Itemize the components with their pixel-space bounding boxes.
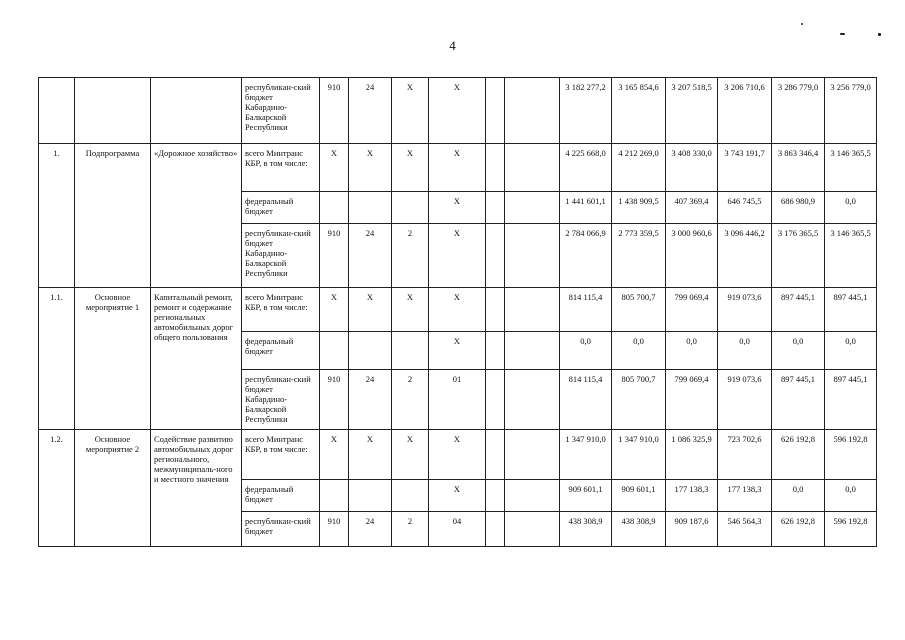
vr-code-cell	[486, 480, 505, 512]
year-value-cell: 3 743 191,7	[718, 144, 772, 192]
item-name-cell: Содействие развитию автомобильных дорог регионального, межмуниципаль-ного и местного значения	[151, 430, 242, 547]
rz-code-cell: 24	[349, 78, 392, 144]
grbs-code-cell: Х	[320, 288, 349, 332]
year-value-cell: 3 096 446,2	[718, 224, 772, 288]
csr-code-cell: Х	[429, 332, 486, 370]
year-value-cell: 0,0	[772, 480, 825, 512]
grbs-code-cell: Х	[320, 144, 349, 192]
year-value-cell: 3 863 346,4	[772, 144, 825, 192]
spacer-cell	[505, 224, 560, 288]
grbs-code-cell	[320, 192, 349, 224]
vr-code-cell	[486, 192, 505, 224]
year-value-cell: 919 073,6	[718, 288, 772, 332]
scan-speck	[878, 33, 881, 36]
year-value-cell: 407 369,4	[666, 192, 718, 224]
rz-code-cell: 24	[349, 370, 392, 430]
page-number: 4	[449, 38, 456, 53]
grbs-code-cell	[320, 332, 349, 370]
year-value-cell: 0,0	[718, 332, 772, 370]
scan-speck	[840, 33, 845, 35]
csr-code-cell: Х	[429, 224, 486, 288]
grbs-code-cell	[320, 480, 349, 512]
rz-code-cell	[349, 480, 392, 512]
year-value-cell: 3 256 779,0	[825, 78, 877, 144]
year-value-cell: 2 784 066,9	[560, 224, 612, 288]
rz-code-cell: Х	[349, 430, 392, 480]
year-value-cell: 1 347 910,0	[560, 430, 612, 480]
grbs-code-cell: 910	[320, 370, 349, 430]
year-value-cell: 1 347 910,0	[612, 430, 666, 480]
spacer-cell	[505, 370, 560, 430]
funding-source-cell: республикан-ский бюджет Кабардино-Балкарской Республики	[242, 78, 320, 144]
year-value-cell: 0,0	[772, 332, 825, 370]
rz-code-cell: Х	[349, 288, 392, 332]
funding-source-cell: республикан-ский бюджет	[242, 512, 320, 547]
year-value-cell: 3 146 365,5	[825, 144, 877, 192]
year-value-cell: 1 441 601,1	[560, 192, 612, 224]
pr-code-cell	[392, 332, 429, 370]
vr-code-cell	[486, 224, 505, 288]
year-value-cell: 1 086 325,9	[666, 430, 718, 480]
csr-code-cell: Х	[429, 192, 486, 224]
funding-source-cell: всего Минтранс КБР, в том числе:	[242, 144, 320, 192]
spacer-cell	[505, 78, 560, 144]
table-row	[39, 430, 905, 480]
grbs-code-cell: 910	[320, 512, 349, 547]
vr-code-cell	[486, 332, 505, 370]
year-value-cell: 4 225 668,0	[560, 144, 612, 192]
year-value-cell: 546 564,3	[718, 512, 772, 547]
year-value-cell: 909 187,6	[666, 512, 718, 547]
vr-code-cell	[486, 512, 505, 547]
vr-code-cell	[486, 288, 505, 332]
table-row	[39, 288, 905, 332]
year-value-cell: 3 165 854,6	[612, 78, 666, 144]
rz-code-cell: 24	[349, 512, 392, 547]
pr-code-cell: 2	[392, 370, 429, 430]
grbs-code-cell: 910	[320, 78, 349, 144]
vr-code-cell	[486, 78, 505, 144]
csr-code-cell: 01	[429, 370, 486, 430]
year-value-cell: 897 445,1	[772, 288, 825, 332]
year-value-cell: 805 700,7	[612, 288, 666, 332]
year-value-cell: 805 700,7	[612, 370, 666, 430]
csr-code-cell: Х	[429, 144, 486, 192]
table-row	[39, 144, 905, 192]
year-value-cell: 3 182 277,2	[560, 78, 612, 144]
year-value-cell: 897 445,1	[772, 370, 825, 430]
year-value-cell: 626 192,8	[772, 512, 825, 547]
spacer-cell	[505, 144, 560, 192]
year-value-cell: 686 980,9	[772, 192, 825, 224]
year-value-cell: 438 308,9	[560, 512, 612, 547]
csr-code-cell: Х	[429, 430, 486, 480]
year-value-cell: 3 206 710,6	[718, 78, 772, 144]
item-name-cell: Капитальный ремонт, ремонт и содержание региональных автомобильных дорог общего пользования	[151, 288, 242, 430]
item-number-cell: 1.	[39, 144, 75, 288]
item-type-cell	[75, 78, 151, 144]
year-value-cell: 3 146 365,5	[825, 224, 877, 288]
funding-source-cell: всего Минтранс КБР, в том числе:	[242, 288, 320, 332]
year-value-cell: 0,0	[825, 480, 877, 512]
csr-code-cell: 04	[429, 512, 486, 547]
spacer-cell	[505, 288, 560, 332]
vr-code-cell	[486, 144, 505, 192]
year-value-cell: 909 601,1	[560, 480, 612, 512]
funding-source-cell: федеральный бюджет	[242, 192, 320, 224]
year-value-cell: 177 138,3	[718, 480, 772, 512]
pr-code-cell: Х	[392, 78, 429, 144]
year-value-cell: 814 115,4	[560, 370, 612, 430]
item-type-cell: Подпрограмма	[75, 144, 151, 288]
vr-code-cell	[486, 370, 505, 430]
year-value-cell: 3 286 779,0	[772, 78, 825, 144]
year-value-cell: 723 702,6	[718, 430, 772, 480]
item-number-cell: 1.2.	[39, 430, 75, 547]
table-row	[39, 78, 905, 144]
item-number-cell	[39, 78, 75, 144]
rz-code-cell	[349, 332, 392, 370]
year-value-cell: 596 192,8	[825, 512, 877, 547]
spacer-cell	[505, 430, 560, 480]
year-value-cell: 596 192,8	[825, 430, 877, 480]
year-value-cell: 897 445,1	[825, 288, 877, 332]
pr-code-cell: 2	[392, 512, 429, 547]
year-value-cell: 646 745,5	[718, 192, 772, 224]
pr-code-cell	[392, 480, 429, 512]
spacer-cell	[505, 512, 560, 547]
year-value-cell: 909 601,1	[612, 480, 666, 512]
year-value-cell: 0,0	[560, 332, 612, 370]
item-name-cell: «Дорожное хозяйство»	[151, 144, 242, 288]
funding-source-cell: всего Минтранс КБР, в том числе:	[242, 430, 320, 480]
year-value-cell: 0,0	[612, 332, 666, 370]
grbs-code-cell: 910	[320, 224, 349, 288]
csr-code-cell: Х	[429, 288, 486, 332]
spacer-cell	[505, 480, 560, 512]
year-value-cell: 2 773 359,5	[612, 224, 666, 288]
funding-source-cell: республикан-ский бюджет Кабардино-Балкарской Республики	[242, 224, 320, 288]
item-name-cell	[151, 78, 242, 144]
pr-code-cell	[392, 192, 429, 224]
year-value-cell: 4 212 269,0	[612, 144, 666, 192]
funding-source-cell: федеральный бюджет	[242, 332, 320, 370]
year-value-cell: 1 438 909,5	[612, 192, 666, 224]
pr-code-cell: Х	[392, 288, 429, 332]
funding-source-cell: федеральный бюджет	[242, 480, 320, 512]
year-value-cell: 799 069,4	[666, 288, 718, 332]
spacer-cell	[505, 332, 560, 370]
year-value-cell: 626 192,8	[772, 430, 825, 480]
csr-code-cell: Х	[429, 78, 486, 144]
year-value-cell: 799 069,4	[666, 370, 718, 430]
budget-table	[38, 77, 905, 547]
scan-speck	[801, 23, 803, 25]
item-number-cell: 1.1.	[39, 288, 75, 430]
year-value-cell: 897 445,1	[825, 370, 877, 430]
year-value-cell: 3 000 960,6	[666, 224, 718, 288]
year-value-cell: 919 073,6	[718, 370, 772, 430]
spacer-cell	[505, 192, 560, 224]
vr-code-cell	[486, 430, 505, 480]
year-value-cell: 3 408 330,0	[666, 144, 718, 192]
year-value-cell: 0,0	[825, 192, 877, 224]
year-value-cell: 177 138,3	[666, 480, 718, 512]
item-type-cell: Основное мероприятие 2	[75, 430, 151, 547]
year-value-cell: 3 176 365,5	[772, 224, 825, 288]
rz-code-cell: Х	[349, 144, 392, 192]
item-type-cell: Основное мероприятие 1	[75, 288, 151, 430]
rz-code-cell	[349, 192, 392, 224]
year-value-cell: 0,0	[825, 332, 877, 370]
rz-code-cell: 24	[349, 224, 392, 288]
year-value-cell: 814 115,4	[560, 288, 612, 332]
year-value-cell: 0,0	[666, 332, 718, 370]
pr-code-cell: 2	[392, 224, 429, 288]
grbs-code-cell: Х	[320, 430, 349, 480]
csr-code-cell: Х	[429, 480, 486, 512]
funding-source-cell: республикан-ский бюджет Кабардино-Балкарской Республики	[242, 370, 320, 430]
pr-code-cell: Х	[392, 430, 429, 480]
year-value-cell: 3 207 518,5	[666, 78, 718, 144]
year-value-cell: 438 308,9	[612, 512, 666, 547]
pr-code-cell: Х	[392, 144, 429, 192]
